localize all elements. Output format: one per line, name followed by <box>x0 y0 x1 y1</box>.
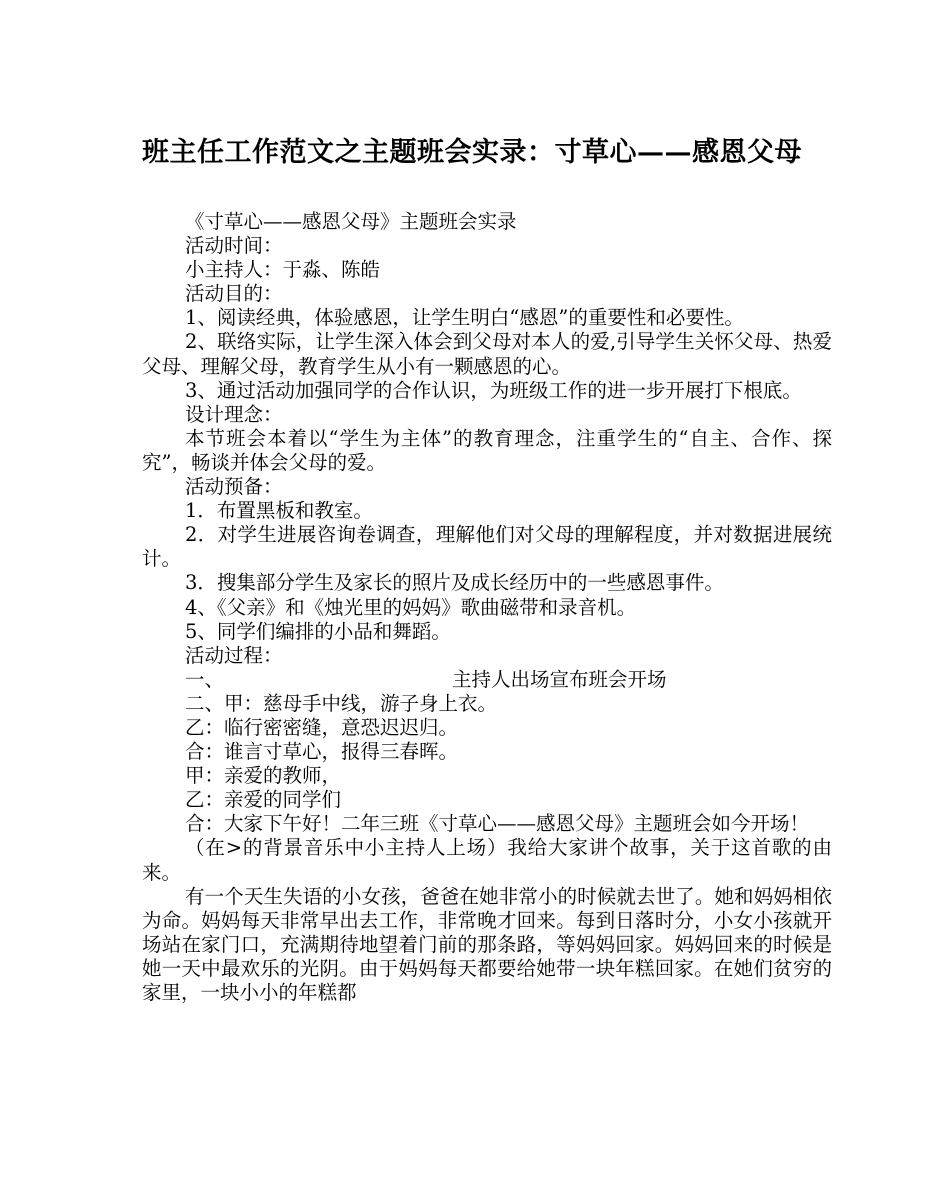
paragraph: 合：大家下午好！二年三班《寸草心——感恩父母》主题班会如今开场！ <box>185 812 810 836</box>
paragraph: 《寸草心——感恩父母》主题班会实录 <box>185 210 517 233</box>
section-number: 一、 <box>185 667 225 691</box>
section-heading: 主持人出场宣布班会开场 <box>452 667 667 691</box>
paragraph: 小主持人：于淼、陈皓 <box>185 258 381 282</box>
paragraph: 2、联络实际，让学生深入体会到父母对本人的爱,引导学生关怀父母、热爱父母、理解父母，教育学生从小有一颗感恩的心。 <box>142 330 832 378</box>
paragraph: 3、通过活动加强同学的合作认识，为班级工作的进一步开展打下根底。 <box>185 378 802 402</box>
paragraph: 设计理念： <box>185 402 283 426</box>
paragraph: 活动过程： <box>185 643 283 667</box>
paragraph: 2．对学生进展咨询卷调查，理解他们对父母的理解程度，并对数据进展统计。 <box>142 523 832 571</box>
paragraph: 3．搜集部分学生及家长的照片及成长经历中的一些感恩事件。 <box>185 571 724 595</box>
paragraph: 合：谁言寸草心，报得三春晖。 <box>185 740 459 764</box>
paragraph: 5、同学们编排的小品和舞蹈。 <box>185 619 451 643</box>
paragraph: 甲：亲爱的教师， <box>185 764 342 788</box>
paragraph: 活动预备： <box>185 475 283 499</box>
paragraph: 本节班会本着以“学生为主体”的教育理念，注重学生的“自主、合作、探究”，畅谈并体会父母的爱。 <box>142 426 832 474</box>
paragraph: 活动时间： <box>185 234 283 258</box>
paragraph: 二、甲：慈母手中线，游子身上衣。 <box>185 691 498 715</box>
document-body <box>142 210 832 1005</box>
paragraph: 1．布置黑板和教室。 <box>185 499 373 523</box>
paragraph: 乙：亲爱的同学们 <box>185 788 342 812</box>
paragraph: 乙：临行密密缝，意恐迟迟归。 <box>185 715 459 739</box>
paragraph: （在>的背景音乐中小主持人上场）我给大家讲个故事，关于这首歌的由来。 <box>142 836 832 884</box>
paragraph: 1、阅读经典，体验感恩，让学生明白“感恩”的重要性和必要性。 <box>185 306 744 330</box>
document-title: 班主任工作范文之主题班会实录：寸草心——感恩父母 <box>142 137 802 168</box>
paragraph: 活动目的： <box>185 282 283 306</box>
section-heading-line <box>142 668 832 692</box>
paragraph: 有一个天生失语的小女孩，爸爸在她非常小的时候就去世了。她和妈妈相依为命。妈妈每天非常早出去工作，非常晚才回来。每到日落时分，小女小孩就开场站在家门口，充满期待地望着门前的那条路，等妈妈回家。妈妈回来的时候是她一天中最欢乐的光阴。由于妈妈每天都要给她带一块年糕回家。在她们贫穷的家里，一块小小的年糕都 <box>142 884 832 1004</box>
paragraph: 4、《父亲》和《烛光里的妈妈》歌曲磁带和录音机。 <box>185 595 637 619</box>
